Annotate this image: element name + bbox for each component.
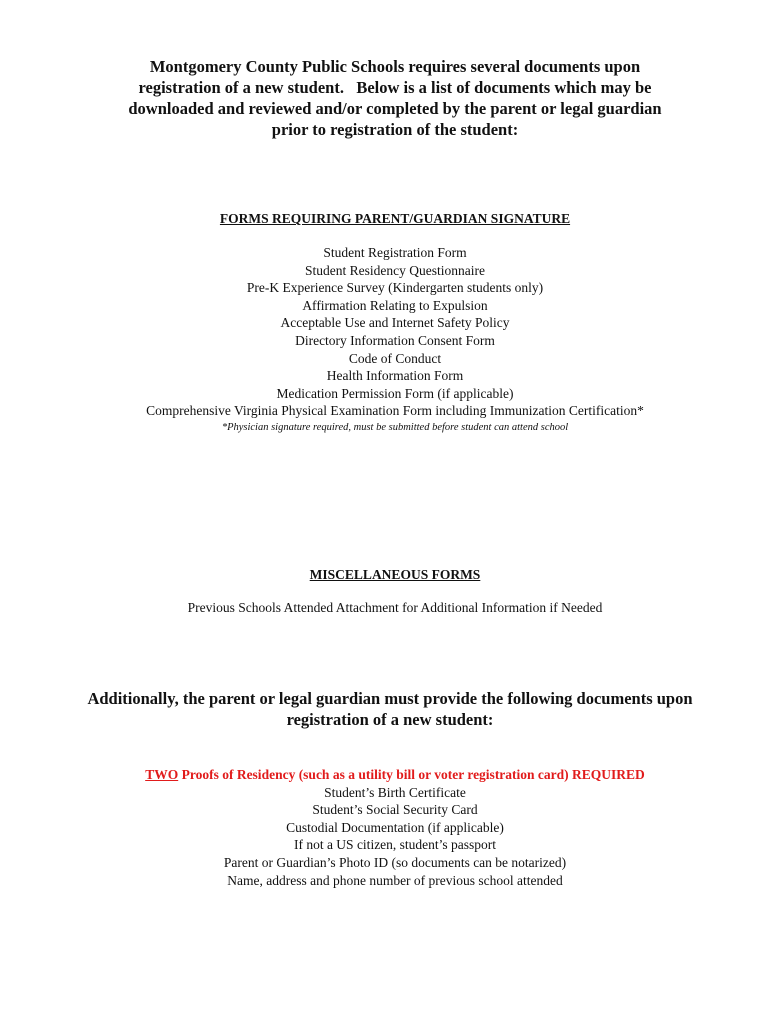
miscellaneous-forms-heading: MISCELLANEOUS FORMS: [309, 567, 481, 582]
list-item-directory-consent-form: Directory Information Consent Form: [295, 332, 495, 348]
additional-requirements-heading: [40, 688, 740, 730]
intro-paragraph: [95, 56, 695, 140]
two-emphasis: TWO: [145, 767, 179, 782]
list-item-passport: If not a US citizen, student’s passport: [293, 837, 497, 853]
list-item-previous-school-contact: Name, address and phone number of previous school attended: [227, 872, 563, 888]
intro-line: downloaded and reviewed and/or completed by the parent or legal guardian: [128, 99, 662, 118]
proofs-of-residency-line: [60, 766, 730, 784]
list-item-guardian-photo-id: Parent or Guardian’s Photo ID (so documents can be notarized): [223, 854, 567, 870]
list-item-code-of-conduct: Code of Conduct: [348, 350, 442, 366]
list-item-acceptable-use-policy: Acceptable Use and Internet Safety Policy: [280, 315, 510, 331]
signature-forms-heading: FORMS REQUIRING PARENT/GUARDIAN SIGNATURE: [219, 211, 571, 226]
list-item-affirmation-expulsion: Affirmation Relating to Expulsion: [302, 297, 488, 313]
required-documents-list: [60, 784, 730, 890]
additional-line: Additionally, the parent or legal guardian must provide the following documents upon: [87, 689, 693, 708]
required-documents-section: [60, 766, 730, 889]
intro-line: Montgomery County Public Schools requires several documents upon: [149, 57, 641, 76]
list-item-social-security-card: Student’s Social Security Card: [312, 802, 478, 818]
list-item-health-information-form: Health Information Form: [326, 368, 464, 384]
list-item-physical-examination-form: Comprehensive Virginia Physical Examination Form including Immunization Certification*: [146, 403, 644, 419]
list-item-previous-schools-attachment: Previous Schools Attended Attachment for Additional Information if Needed: [187, 600, 603, 615]
list-item-student-residency-questionnaire: Student Residency Questionnaire: [305, 262, 485, 278]
physician-signature-note: *Physician signature required, must be submitted before student can attend school: [221, 421, 569, 433]
signature-forms-section: [60, 210, 730, 434]
list-item-medication-permission-form: Medication Permission Form (if applicable): [276, 385, 514, 401]
list-item-pre-k-experience-survey: Pre-K Experience Survey (Kindergarten students only): [246, 280, 544, 296]
list-item-student-registration-form: Student Registration Form: [323, 245, 467, 260]
miscellaneous-forms-section: [60, 566, 730, 616]
intro-line: prior to registration of the student:: [271, 120, 519, 139]
proofs-of-residency-text: Proofs of Residency (such as a utility bill or voter registration card) REQUIRED: [178, 767, 645, 782]
signature-forms-list: [60, 244, 730, 420]
intro-line: registration of a new student. Below is a list of documents which may be: [138, 78, 652, 97]
list-item-birth-certificate: Student’s Birth Certificate: [324, 784, 466, 800]
additional-line: registration of a new student:: [286, 710, 494, 729]
list-item-custodial-documentation: Custodial Documentation (if applicable): [286, 819, 504, 835]
